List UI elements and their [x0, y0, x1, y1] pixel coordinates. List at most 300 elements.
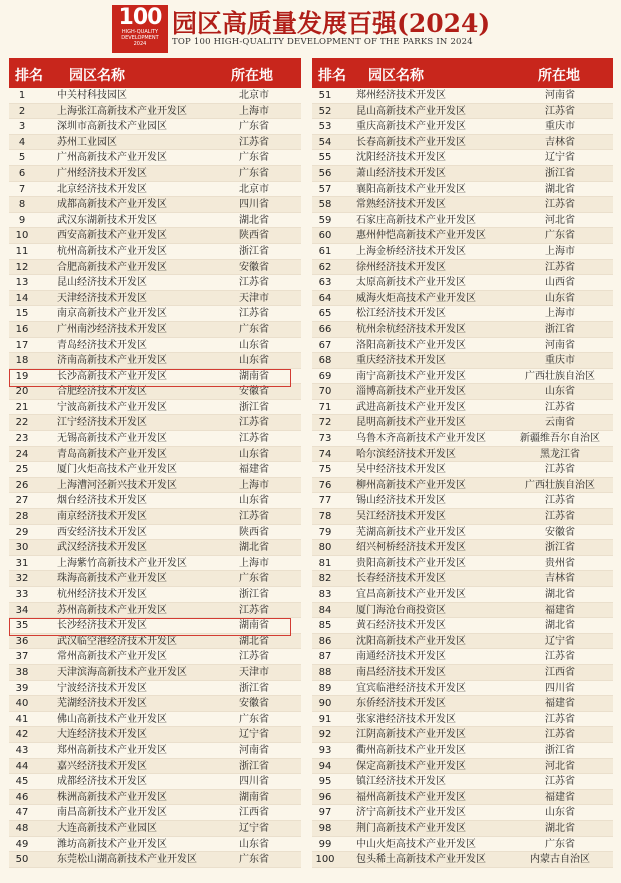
- rank-cell: 94: [318, 760, 332, 772]
- rank-cell: 38: [15, 666, 29, 678]
- rank-cell: 46: [15, 791, 29, 803]
- table-row: [312, 119, 613, 135]
- rank-cell: 13: [15, 277, 29, 289]
- logo-line1: HIGH-QUALITY: [121, 29, 159, 35]
- rank-cell: 29: [15, 526, 29, 538]
- park-name-cell: 南通经济技术开发区: [356, 651, 446, 663]
- location-cell: 福建省: [239, 464, 269, 476]
- table-header: [9, 58, 301, 88]
- rank-cell: 74: [318, 448, 332, 460]
- park-name-cell: 威海火炬高技术产业开发区: [356, 292, 476, 304]
- table-row: [312, 696, 613, 712]
- rank-cell: 22: [15, 417, 29, 429]
- rank-cell: 87: [318, 651, 332, 663]
- park-name-cell: 柳州高新技术产业开发区: [356, 479, 466, 491]
- rank-cell: 69: [318, 370, 332, 382]
- park-name-cell: 南京经济技术开发区: [57, 511, 147, 523]
- header-location: 所在地: [538, 68, 580, 84]
- location-cell: 浙江省: [239, 682, 269, 694]
- location-cell: 内蒙古自治区: [530, 854, 590, 866]
- park-name-cell: 包头稀土高新技术产业开发区: [356, 854, 486, 866]
- park-name-cell: 长春经济技术开发区: [356, 573, 446, 585]
- table-row: [312, 681, 613, 697]
- park-name-cell: 深圳市高新技术产业园区: [57, 121, 167, 133]
- rank-cell: 56: [318, 167, 332, 179]
- rank-cell: 23: [15, 433, 29, 445]
- location-cell: 浙江省: [545, 744, 575, 756]
- rank-cell: 64: [318, 292, 332, 304]
- table-row: [9, 759, 301, 775]
- table-row: [312, 821, 613, 837]
- table-row: [9, 665, 301, 681]
- location-cell: 安徽省: [239, 261, 269, 273]
- table-row: [312, 712, 613, 728]
- table-row: [312, 135, 613, 151]
- park-name-cell: 青岛经济技术开发区: [57, 339, 147, 351]
- location-cell: 山东省: [545, 807, 575, 819]
- park-name-cell: 黄石经济技术开发区: [356, 620, 446, 632]
- location-cell: 江苏省: [545, 401, 575, 413]
- table-row: [312, 415, 613, 431]
- park-name-cell: 绍兴柯桥经济技术开发区: [356, 542, 466, 554]
- rank-cell: 83: [318, 589, 332, 600]
- location-cell: 江苏省: [545, 105, 575, 117]
- park-name-cell: 杭州高新技术产业开发区: [57, 245, 167, 257]
- table-row: [312, 244, 613, 260]
- location-cell: 湖北省: [545, 183, 575, 195]
- table-row: [9, 150, 301, 166]
- rank-cell: 86: [318, 635, 332, 647]
- rank-cell: 71: [318, 401, 332, 413]
- park-name-cell: 惠州仲恺高新技术产业开发区: [356, 230, 486, 242]
- park-name-cell: 张家港经济技术开发区: [356, 713, 456, 725]
- park-name-cell: 洛阳高新技术产业开发区: [356, 339, 466, 351]
- logo-number: 100: [118, 5, 162, 30]
- park-name-cell: 沈阳经济技术开发区: [356, 152, 446, 164]
- location-cell: 河北省: [545, 760, 575, 772]
- rank-cell: 67: [318, 339, 332, 351]
- location-cell: 辽宁省: [545, 152, 575, 164]
- location-cell: 上海市: [239, 105, 269, 117]
- table-row: [312, 727, 613, 743]
- table-row: [9, 587, 301, 603]
- rank-cell: 88: [318, 666, 332, 678]
- location-cell: 广东省: [239, 121, 269, 133]
- rank-cell: 7: [18, 183, 26, 195]
- table-row: [312, 665, 613, 681]
- park-name-cell: 福州高新技术产业开发区: [356, 791, 466, 803]
- table-row: [9, 275, 301, 291]
- table-row: [312, 774, 613, 790]
- location-cell: 浙江省: [239, 401, 269, 413]
- location-cell: 福建省: [545, 604, 575, 616]
- rank-cell: 31: [15, 557, 29, 569]
- table-row: [312, 400, 613, 416]
- location-cell: 广东省: [239, 573, 269, 585]
- table-row: [312, 104, 613, 120]
- location-cell: 重庆市: [545, 121, 575, 133]
- park-name-cell: 天津经济技术开发区: [57, 292, 147, 304]
- park-name-cell: 合肥高新技术产业开发区: [57, 261, 167, 273]
- park-name-cell: 北京经济技术开发区: [57, 183, 147, 195]
- park-name-cell: 宁波高新技术产业开发区: [57, 401, 167, 413]
- location-cell: 河北省: [545, 214, 575, 226]
- park-name-cell: 荆门高新技术产业开发区: [356, 822, 466, 834]
- table-row: [312, 291, 613, 307]
- rank-cell: 42: [15, 729, 29, 741]
- header: [0, 0, 621, 56]
- park-name-cell: 珠海高新技术产业开发区: [57, 573, 167, 585]
- location-cell: 福建省: [545, 698, 575, 710]
- park-name-cell: 芜湖高新技术产业开发区: [356, 526, 466, 538]
- table-body: [9, 88, 301, 868]
- park-name-cell: 重庆经济技术开发区: [356, 355, 446, 367]
- rank-cell: 99: [318, 838, 332, 850]
- rank-cell: 85: [318, 620, 332, 632]
- table-row: [9, 119, 301, 135]
- park-name-cell: 成都经济技术开发区: [57, 776, 147, 788]
- table-row: [312, 837, 613, 853]
- park-name-cell: 西安高新技术产业开发区: [57, 230, 167, 242]
- park-name-cell: 中关村科技园区: [57, 90, 127, 101]
- rank-cell: 24: [15, 448, 29, 460]
- park-name-cell: 大连经济技术开发区: [57, 729, 147, 741]
- table-row: [9, 431, 301, 447]
- ranking-table-left: [9, 58, 301, 880]
- park-name-cell: 萧山经济技术开发区: [356, 167, 446, 179]
- rank-cell: 17: [15, 339, 29, 351]
- table-header: [312, 58, 613, 88]
- location-cell: 山东省: [239, 355, 269, 367]
- location-cell: 安徽省: [545, 526, 575, 538]
- rank-cell: 65: [318, 308, 332, 320]
- location-cell: 上海市: [545, 308, 575, 320]
- park-name-cell: 郑州高新技术产业开发区: [57, 744, 167, 756]
- park-name-cell: 厦门火炬高技术产业开发区: [57, 464, 177, 476]
- park-name-cell: 锡山经济技术开发区: [356, 495, 446, 507]
- park-name-cell: 中山火炬高技术产业开发区: [356, 838, 476, 850]
- location-cell: 江苏省: [545, 199, 575, 211]
- rank-cell: 2: [18, 105, 26, 117]
- location-cell: 广东省: [545, 230, 575, 242]
- location-cell: 江苏省: [545, 495, 575, 507]
- location-cell: 新疆维吾尔自治区: [520, 433, 600, 445]
- rank-cell: 82: [318, 573, 332, 585]
- rank-cell: 15: [15, 308, 29, 320]
- table-row: [9, 197, 301, 213]
- park-name-cell: 襄阳高新技术产业开发区: [356, 183, 466, 195]
- location-cell: 广东省: [239, 713, 269, 725]
- park-name-cell: 保定高新技术产业开发区: [356, 760, 466, 772]
- location-cell: 天津市: [239, 666, 269, 678]
- rank-cell: 1: [18, 90, 26, 101]
- header-location: 所在地: [231, 68, 273, 84]
- table-row: [9, 244, 301, 260]
- rank-cell: 70: [318, 386, 332, 398]
- park-name-cell: 合肥经济技术开发区: [57, 386, 147, 398]
- table-row: [9, 228, 301, 244]
- table-row: [312, 649, 613, 665]
- table-row: [9, 447, 301, 463]
- location-cell: 江苏省: [545, 713, 575, 725]
- park-name-cell: 济宁高新技术产业开发区: [356, 807, 466, 819]
- rank-cell: 98: [318, 822, 332, 834]
- park-name-cell: 吴中经济技术开发区: [356, 464, 446, 476]
- table-row: [312, 525, 613, 541]
- park-name-cell: 株洲高新技术产业开发区: [57, 791, 167, 803]
- park-name-cell: 昆明高新技术产业开发区: [356, 417, 466, 429]
- table-row: [312, 88, 613, 104]
- location-cell: 上海市: [545, 245, 575, 257]
- park-name-cell: 松江经济技术开发区: [356, 308, 446, 320]
- logo-year: 2024: [133, 41, 147, 47]
- park-name-cell: 西安经济技术开发区: [57, 526, 147, 538]
- table-row: [9, 805, 301, 821]
- location-cell: 云南省: [545, 417, 575, 429]
- location-cell: 山东省: [545, 386, 575, 398]
- rank-cell: 93: [318, 744, 332, 756]
- top100-logo: [112, 5, 168, 53]
- park-name-cell: 广州南沙经济技术开发区: [57, 323, 167, 335]
- table-row: [9, 852, 301, 868]
- location-cell: 北京市: [239, 90, 269, 101]
- table-row: [312, 790, 613, 806]
- page-subtitle: TOP 100 HIGH-QUALITY DEVELOPMENT OF THE PARKS IN 2024: [172, 37, 473, 47]
- rank-cell: 37: [15, 651, 29, 663]
- location-cell: 湖北省: [545, 589, 575, 600]
- park-name-cell: 长沙高新技术产业开发区: [57, 370, 167, 382]
- rank-cell: 33: [15, 589, 29, 600]
- header-name: 园区名称: [69, 68, 125, 84]
- rank-cell: 8: [18, 199, 26, 211]
- location-cell: 北京市: [239, 183, 269, 195]
- table-row: [312, 556, 613, 572]
- ranking-table-right: [312, 58, 613, 880]
- park-name-cell: 南昌高新技术产业开发区: [57, 807, 167, 819]
- table-row: [312, 228, 613, 244]
- table-row: [312, 759, 613, 775]
- park-name-cell: 长沙经济技术开发区: [57, 620, 147, 632]
- table-row: [9, 260, 301, 276]
- table-row: [9, 681, 301, 697]
- park-name-cell: 大连高新技术产业园区: [57, 822, 157, 834]
- park-name-cell: 重庆高新技术产业开发区: [356, 121, 466, 133]
- location-cell: 辽宁省: [545, 635, 575, 647]
- park-name-cell: 吴江经济技术开发区: [356, 511, 446, 523]
- rank-cell: 44: [15, 760, 29, 772]
- park-name-cell: 宜宾临港经济技术开发区: [356, 682, 466, 694]
- location-cell: 江苏省: [239, 277, 269, 289]
- location-cell: 江西省: [239, 807, 269, 819]
- table-row: [312, 587, 613, 603]
- park-name-cell: 厦门海沧台商投资区: [356, 604, 446, 616]
- rank-cell: 51: [318, 90, 332, 101]
- park-name-cell: 哈尔滨经济技术开发区: [356, 448, 456, 460]
- location-cell: 黑龙江省: [540, 448, 580, 460]
- table-row: [9, 462, 301, 478]
- location-cell: 天津市: [239, 292, 269, 304]
- rank-cell: 11: [15, 245, 29, 257]
- rank-cell: 36: [15, 635, 29, 647]
- rank-cell: 66: [318, 323, 332, 335]
- park-name-cell: 武汉经济技术开发区: [57, 542, 147, 554]
- park-name-cell: 江阴高新技术产业开发区: [356, 729, 466, 741]
- table-row: [312, 384, 613, 400]
- table-row: [9, 790, 301, 806]
- rank-cell: 50: [15, 854, 29, 866]
- park-name-cell: 广州高新技术产业开发区: [57, 152, 167, 164]
- table-row: [9, 291, 301, 307]
- park-name-cell: 济南高新技术产业开发区: [57, 355, 167, 367]
- table-row: [9, 478, 301, 494]
- rank-cell: 3: [18, 121, 26, 133]
- rank-cell: 55: [318, 152, 332, 164]
- rank-cell: 89: [318, 682, 332, 694]
- location-cell: 河南省: [545, 90, 575, 101]
- park-name-cell: 烟台经济技术开发区: [57, 495, 147, 507]
- park-name-cell: 天津滨海高新技术产业开发区: [57, 666, 187, 678]
- table-row: [9, 556, 301, 572]
- rank-cell: 72: [318, 417, 332, 429]
- location-cell: 湖北省: [239, 214, 269, 226]
- table-row: [9, 353, 301, 369]
- rank-cell: 79: [318, 526, 332, 538]
- location-cell: 浙江省: [239, 760, 269, 772]
- rank-cell: 19: [15, 370, 29, 382]
- location-cell: 广西壮族自治区: [525, 370, 595, 382]
- rank-cell: 34: [15, 604, 29, 616]
- table-row: [312, 743, 613, 759]
- rank-cell: 21: [15, 401, 29, 413]
- table-row: [312, 197, 613, 213]
- location-cell: 江苏省: [545, 464, 575, 476]
- header-rank: 排名: [318, 68, 346, 84]
- rank-cell: 96: [318, 791, 332, 803]
- park-name-cell: 常州高新技术产业开发区: [57, 651, 167, 663]
- location-cell: 湖南省: [239, 620, 269, 632]
- rank-cell: 47: [15, 807, 29, 819]
- table-row: [9, 322, 301, 338]
- park-name-cell: 上海金桥经济技术开发区: [356, 245, 466, 257]
- rank-cell: 100: [315, 854, 335, 866]
- location-cell: 浙江省: [545, 167, 575, 179]
- park-name-cell: 上海漕河泾新兴技术开发区: [57, 479, 177, 491]
- location-cell: 广东省: [239, 323, 269, 335]
- rank-cell: 76: [318, 479, 332, 491]
- location-cell: 江苏省: [239, 417, 269, 429]
- location-cell: 湖南省: [239, 791, 269, 803]
- location-cell: 重庆市: [545, 355, 575, 367]
- park-name-cell: 成都高新技术产业开发区: [57, 199, 167, 211]
- park-name-cell: 无锡高新技术产业开发区: [57, 433, 167, 445]
- rank-cell: 60: [318, 230, 332, 242]
- rank-cell: 43: [15, 744, 29, 756]
- rank-cell: 81: [318, 557, 332, 569]
- park-name-cell: 苏州工业园区: [57, 136, 117, 148]
- table-row: [9, 306, 301, 322]
- location-cell: 广东省: [239, 854, 269, 866]
- location-cell: 江苏省: [239, 511, 269, 523]
- table-row: [312, 618, 613, 634]
- location-cell: 山东省: [239, 448, 269, 460]
- table-row: [312, 603, 613, 619]
- rank-cell: 49: [15, 838, 29, 850]
- park-name-cell: 杭州余杭经济技术开发区: [356, 323, 466, 335]
- highlight-box-rank-35: [9, 618, 291, 636]
- table-row: [9, 135, 301, 151]
- location-cell: 河南省: [239, 744, 269, 756]
- location-cell: 江苏省: [239, 308, 269, 320]
- table-row: [9, 571, 301, 587]
- park-name-cell: 武汉临空港经济技术开发区: [57, 635, 177, 647]
- park-name-cell: 淄博高新技术产业开发区: [356, 386, 466, 398]
- location-cell: 浙江省: [239, 589, 269, 600]
- rank-cell: 90: [318, 698, 332, 710]
- rank-cell: 10: [15, 230, 29, 242]
- location-cell: 吉林省: [545, 573, 575, 585]
- park-name-cell: 长春高新技术产业开发区: [356, 136, 466, 148]
- location-cell: 江苏省: [239, 433, 269, 445]
- park-name-cell: 杭州经济技术开发区: [57, 589, 147, 600]
- table-row: [9, 649, 301, 665]
- rank-cell: 4: [18, 136, 26, 148]
- table-row: [312, 852, 613, 868]
- park-name-cell: 东侨经济技术开发区: [356, 698, 446, 710]
- table-row: [312, 431, 613, 447]
- location-cell: 江西省: [545, 666, 575, 678]
- table-row: [9, 712, 301, 728]
- location-cell: 福建省: [545, 791, 575, 803]
- park-name-cell: 嘉兴经济技术开发区: [57, 760, 147, 772]
- rank-cell: 40: [15, 698, 29, 710]
- rank-cell: 27: [15, 495, 29, 507]
- location-cell: 江苏省: [239, 136, 269, 148]
- location-cell: 浙江省: [545, 323, 575, 335]
- location-cell: 浙江省: [545, 542, 575, 554]
- park-name-cell: 武汉东湖新技术开发区: [57, 214, 157, 226]
- location-cell: 广东省: [239, 152, 269, 164]
- table-row: [312, 150, 613, 166]
- park-name-cell: 石家庄高新技术产业开发区: [356, 214, 476, 226]
- logo-line2: DEVELOPMENT: [121, 35, 159, 41]
- rank-cell: 53: [318, 121, 332, 133]
- table-row: [9, 696, 301, 712]
- location-cell: 上海市: [239, 479, 269, 491]
- park-name-cell: 武进高新技术产业开发区: [356, 401, 466, 413]
- location-cell: 四川省: [239, 776, 269, 788]
- table-row: [9, 821, 301, 837]
- rank-cell: 28: [15, 511, 29, 523]
- table-row: [312, 634, 613, 650]
- table-row: [312, 540, 613, 556]
- table-row: [9, 634, 301, 650]
- location-cell: 浙江省: [239, 245, 269, 257]
- table-row: [9, 104, 301, 120]
- park-name-cell: 宜昌高新技术产业开发区: [356, 589, 466, 600]
- rank-cell: 63: [318, 277, 332, 289]
- table-row: [9, 166, 301, 182]
- park-name-cell: 太原高新技术产业开发区: [356, 277, 466, 289]
- table-row: [9, 493, 301, 509]
- table-row: [312, 462, 613, 478]
- table-row: [9, 88, 301, 104]
- table-row: [9, 509, 301, 525]
- park-name-cell: 沈阳高新技术产业开发区: [356, 635, 466, 647]
- rank-cell: 26: [15, 479, 29, 491]
- location-cell: 四川省: [545, 682, 575, 694]
- rank-cell: 73: [318, 433, 332, 445]
- table-row: [312, 805, 613, 821]
